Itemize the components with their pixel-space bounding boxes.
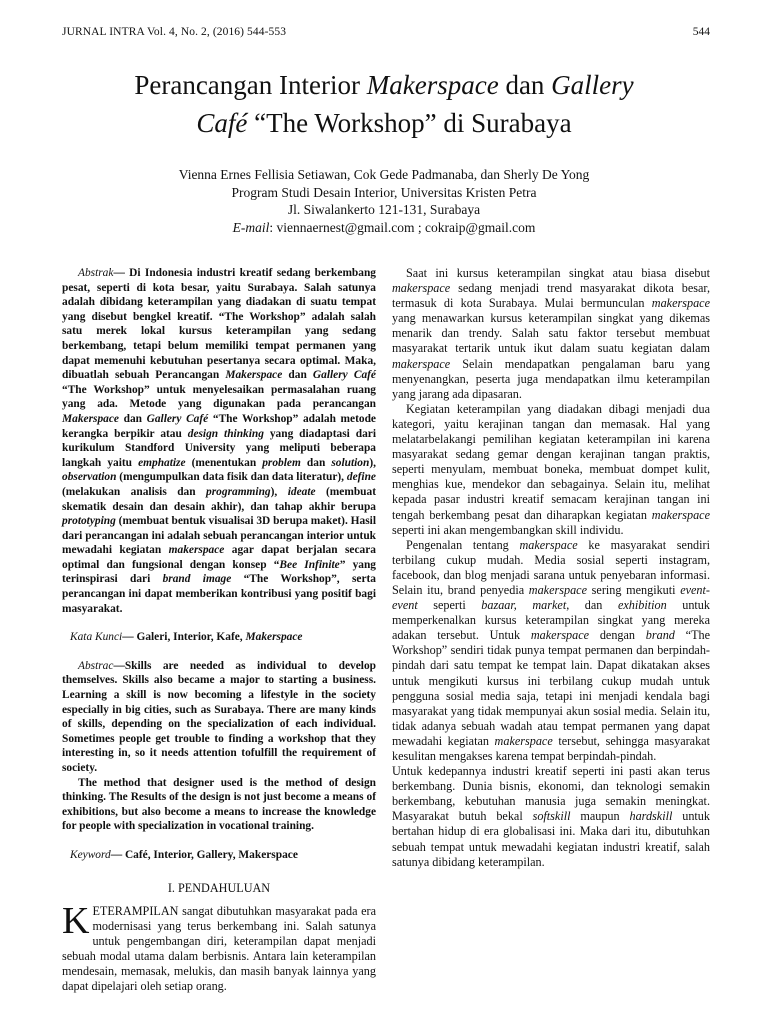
email-addresses[interactable]: : viennaernest@gmail.com ; cokraip@gmail.com: [269, 219, 536, 235]
page-number: 544: [692, 26, 710, 38]
intro-paragraph: KETERAMPILAN sangat dibutuhkan masyarakat pada era modernisasi yang terus berkembang ini. Salah satunya untuk pengembangan diri, keterampilan dapat menjadi sebuah modal utama dalam berbisnis. Antara lain keterampilan mendesain, memasak, melukis, dan masih banyak lainnya yang dapat dipelajari oleh setiap orang.: [62, 899, 376, 994]
keyword-line: Keyword— Café, Interior, Gallery, Makerspace: [70, 848, 298, 861]
kata-kunci-line: Kata Kunci— Galeri, Interior, Kafe, Makerspace: [70, 631, 303, 644]
paper-title: [40, 66, 728, 142]
journal-header: JURNAL INTRA Vol. 4, No. 2, (2016) 544-553: [62, 26, 287, 38]
abstract-en-paragraph: Abstrac—Skills are needed as individual to develop themselves. Skills also became a major to starting a business. Learning a skill is now becoming a lifestyle in the society especially in big cities, such as Surabaya. There are many kinds of skills, depending on the specialization of each individual. Sometimes people get trouble to finding a workshop that they interesting in, so it needs attention tofulfill the requirement of society.: [62, 659, 376, 774]
author-names: Vienna Ernes Fellisia Setiawan, Cok Gede Padmanaba, dan Sherly De Yong: [178, 167, 590, 182]
spacer: [62, 616, 376, 630]
body-paragraph: Pengenalan tentang makerspace ke masyarakat sendiri terbilang cukup mudah. Media sosial seperti instagram, facebook, dan blog menjadi sarana untuk penyebaran informasi. Selain itu, brand penyedia makerspace sering mengikuti event-event seperti bazaar, market, dan exhibition untuk memperkenalkan kursus keterampilan singkat yang mereka adakan tersebut. Untuk makerspace dengan brand “The Workshop” sendiri tidak punya tempat permanen dan berpindah-pindah dari satu tempat ke tempat lain. Dapat dikatakan akses untuk mengikuti kursus ini terbilang cukup mudah untuk pengguna sosial media saja, tetapi ini menjadi kendala bagi masyarakat yang tidak mempunyai akun sosial media. Selain itu, tidak adanya sebuah wadah atau tempat permanen yang dapat mewadahi kegiatan makerspace tersebut, sehingga masyarakat kesulitan mengakses karena tempat berpindah-pindah.: [392, 537, 711, 763]
spacer: [62, 645, 376, 659]
title-part-italic: Café: [196, 108, 248, 138]
title-part-italic: Gallery: [551, 70, 634, 100]
title-part: Perancangan Interior: [134, 70, 367, 100]
title-part-italic: Makerspace: [366, 70, 499, 100]
right-column: [392, 266, 710, 870]
spacer: [62, 834, 376, 848]
author-email: [40, 219, 728, 237]
title-part: “The Workshop” di Surabaya: [247, 108, 572, 138]
left-column: [62, 266, 376, 994]
author-affiliation: Program Studi Desain Interior, Universitas Kristen Petra: [231, 184, 537, 200]
title-part: dan: [498, 70, 552, 100]
author-block: [40, 166, 728, 236]
body-paragraph: Untuk kedepannya industri kreatif seperti ini pasti akan terus berkembang. Dunia bisnis, ekonomi, dan teknologi semakin berkembang, kebutuhan manusia juga semakin meningkat. Masyarakat butuh bekal softskill maupun hardskill untuk bertahan hidup di era globalisasi ini. Maka dari itu, dibutuhkan sebuah tempat untuk mewadahi kegiatan industri kreatif, salah satunya dibidang keterampilan.: [392, 764, 710, 869]
abstract-en-paragraph-2: The method that designer used is the method of design thinking. The Results of the design is not just become a means of exhibitions, but also become a means to increase the knowledge for people with specialization in vocational training.: [62, 776, 376, 833]
drop-cap: K: [62, 899, 90, 942]
title-line-1: [40, 66, 728, 104]
body-paragraph: Kegiatan keterampilan yang diadakan dibagi menjadi dua kategori, yaitu kerajinan tangan dan memasak. Hal yang melatarbelakangi pemilihan kegiatan keterampilan ini karena masyarakat sedang gemar dengan kerajinan tangan praktis, seperti menyulam, membuat boneka, membuat dompet kulit, menghias kue, mendekor dan sebagainya. Selain itu, melihat kepada pasar industri kreatif semacam kerajinan tangan ini tengah berkembang pesat dan diharapkan kegiatan makerspace seperti ini akan mengembangkan skill individu.: [392, 401, 710, 537]
section-heading: I. PENDAHULUAN: [167, 880, 271, 895]
title-line-2: [40, 104, 728, 142]
spacer: [62, 863, 376, 881]
body-paragraph: Saat ini kursus keterampilan singkat atau biasa disebut makerspace sedang menjadi trend masyarakat dikota besar, termasuk di kota Surabaya. Mulai bermunculan makerspace yang menawarkan kursus keterampilan singkat yang dikemas menarik dan trendy. Salah satu faktor tersebut membuat masyarakat tertarik untuk ikut dalam suatu kegiatan dalam makerspace Selain mendapatkan pengalaman baru yang menyenangkan, peserta juga mendapatkan ilmu keterampilan yang jarang ada dipasaran.: [392, 266, 710, 401]
author-address: Jl. Siwalankerto 121-131, Surabaya: [287, 202, 481, 217]
abstrak-paragraph: Abstrak— Di Indonesia industri kreatif sedang berkembang pesat, seperti di kota besar, yaitu Surabaya. Salah satunya adalah dibidang keterampilan yang diadakan di suatu tempat yang disebut bengkel kreatif. “The Workshop” adalah salah satu merek lokal kursus keterampilan yang sedang berkembang, tetapi belum memiliki tempat permanen yang dapat memenuhi kebutuhan pesertanya secara optimal. Maka, dibuatlah sebuah Perancangan Makerspace dan Gallery Café “The Workshop” untuk menyelesaikan permasalahan ruang yang ada. Metode yang digunakan pada perancangan Makerspace dan Gallery Café “The Workshop” adalah metode kerangka berpikir atau design thinking yang diadaptasi dari kurikulum Standford University yang meliputi beberapa langkah yaitu emphatize (menentukan problem dan solution), observation (mengumpulkan data fisik dan data literatur), define (melakukan analisis dan programming), ideate (membuat skematik desain dan desain akhir), dan tahap akhir berupa prototyping (membuat bentuk visualisai 3D berupa maket). Hasil dari perancangan ini adalah sebuah perancangan interior untuk mewadahi kegiatan makerspace agar dapat berjalan secara optimal dan fungsional dengan konsep “Bee Infinite” yang terinspirasi dari brand image “The Workshop”, serta perancangan ini dapat memberikan kontribusi yang positif bagi masyarakat.: [62, 267, 376, 615]
email-label: E-mail: [232, 219, 270, 235]
spacer: [62, 896, 376, 904]
